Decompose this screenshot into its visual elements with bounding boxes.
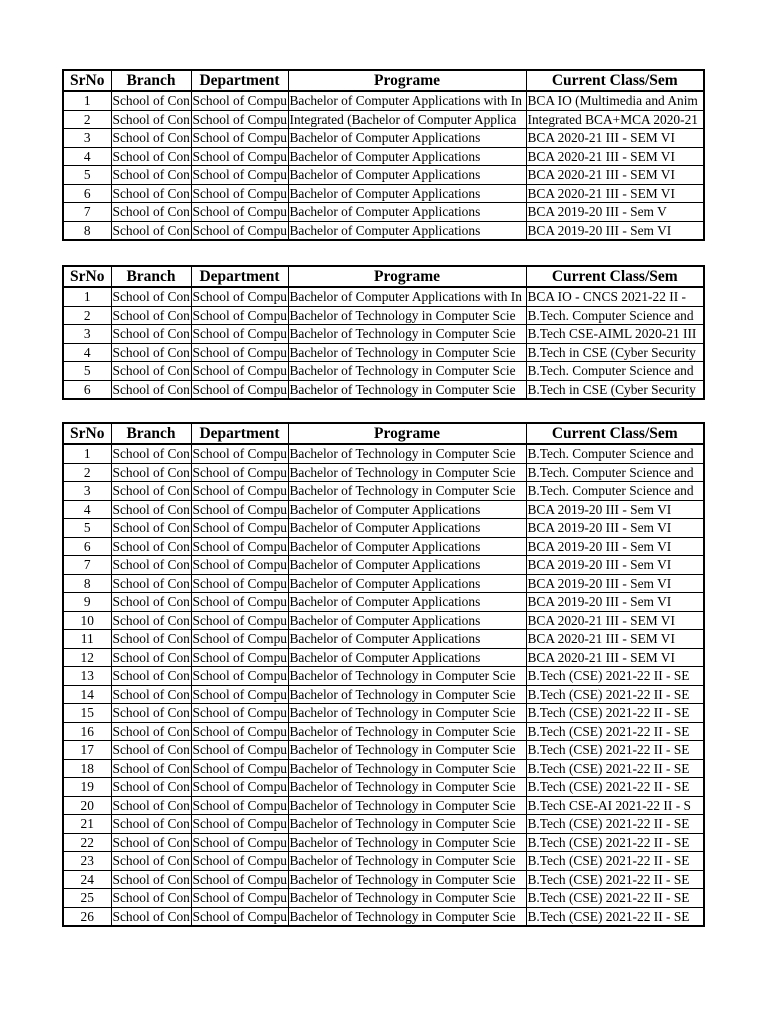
table-row — [63, 203, 704, 222]
table-row — [63, 741, 704, 760]
cell-programe: Bachelor of Technology in Computer Scie — [288, 482, 526, 501]
cell-branch: School of Con — [112, 871, 190, 887]
cell-current-class: B.Tech (CSE) 2021-22 II - SE — [526, 889, 704, 908]
cell-srno: 5 — [63, 519, 111, 538]
cell-programe: Bachelor of Computer Applications — [288, 574, 526, 593]
cell-srno: 12 — [63, 648, 111, 667]
cell-srno: 4 — [63, 500, 111, 519]
table-row — [63, 306, 704, 325]
cell-branch: School of Con — [112, 446, 190, 461]
cell-programe: Bachelor of Technology in Computer Scie — [288, 870, 526, 889]
cell-department: School of Compu — [192, 575, 287, 591]
header-department: Department — [191, 266, 288, 287]
header-row — [63, 70, 704, 91]
cell-department: School of Compu — [192, 612, 287, 628]
table-row — [63, 907, 704, 926]
table-row — [63, 852, 704, 871]
table-row — [63, 574, 704, 593]
cell-branch: School of Con — [112, 307, 190, 323]
cell-branch: School of Con — [112, 130, 190, 145]
cell-srno: 8 — [63, 574, 111, 593]
cell-branch: School of Con — [112, 557, 190, 572]
cell-branch: School of Con — [112, 501, 190, 517]
cell-branch: School of Con — [112, 686, 190, 702]
table-2 — [62, 265, 705, 400]
cell-department: School of Compu — [192, 797, 287, 813]
cell-branch: School of Con — [112, 890, 190, 905]
table-row — [63, 667, 704, 686]
cell-programe: Bachelor of Computer Applications with In — [288, 91, 526, 110]
cell-branch: School of Con — [112, 705, 190, 720]
cell-department: School of Compu — [192, 557, 287, 572]
cell-srno: 23 — [63, 852, 111, 871]
cell-department: School of Compu — [192, 538, 287, 554]
cell-srno: 17 — [63, 741, 111, 760]
cell-branch: School of Con — [112, 594, 190, 609]
table-row — [63, 287, 704, 306]
cell-srno: 2 — [63, 463, 111, 482]
cell-current-class: BCA 2019-20 III - Sem V — [526, 203, 704, 222]
cell-programe: Bachelor of Technology in Computer Scie — [288, 833, 526, 852]
table-row — [63, 630, 704, 649]
cell-srno: 15 — [63, 704, 111, 723]
cell-programe: Bachelor of Technology in Computer Scie — [288, 463, 526, 482]
cell-current-class: B.Tech. Computer Science and — [526, 482, 704, 501]
cell-programe: Bachelor of Technology in Computer Scie — [288, 778, 526, 797]
cell-department: School of Compu — [192, 167, 287, 182]
cell-srno: 3 — [63, 482, 111, 501]
cell-current-class: B.Tech (CSE) 2021-22 II - SE — [526, 741, 704, 760]
header-srno: SrNo — [63, 70, 111, 91]
cell-current-class: B.Tech (CSE) 2021-22 II - SE — [526, 852, 704, 871]
cell-department: School of Compu — [192, 148, 287, 164]
cell-srno: 1 — [63, 91, 111, 110]
header-branch: Branch — [111, 266, 191, 287]
cell-branch: School of Con — [112, 204, 190, 219]
cell-programe: Bachelor of Technology in Computer Scie — [288, 667, 526, 686]
table-row — [63, 221, 704, 240]
cell-srno: 5 — [63, 362, 111, 381]
cell-programe: Bachelor of Computer Applications — [288, 648, 526, 667]
table-row — [63, 704, 704, 723]
cell-programe: Bachelor of Computer Applications — [288, 537, 526, 556]
table-row — [63, 325, 704, 344]
cell-programe: Bachelor of Computer Applications — [288, 184, 526, 203]
cell-current-class: BCA 2020-21 III - SEM VI — [526, 648, 704, 667]
table-row — [63, 778, 704, 797]
cell-current-class: B.Tech (CSE) 2021-22 II - SE — [526, 704, 704, 723]
cell-srno: 1 — [63, 287, 111, 306]
table-row — [63, 380, 704, 399]
cell-srno: 13 — [63, 667, 111, 686]
cell-branch: School of Con — [111, 221, 191, 240]
cell-srno: 19 — [63, 778, 111, 797]
table-row — [63, 147, 704, 166]
cell-programe: Bachelor of Technology in Computer Scie — [288, 741, 526, 760]
table-row — [63, 91, 704, 110]
cell-current-class: BCA 2019-20 III - Sem VI — [526, 500, 704, 519]
table-row — [63, 648, 704, 667]
cell-branch: School of Con — [112, 93, 190, 108]
table-row — [63, 537, 704, 556]
cell-current-class: BCA 2019-20 III - Sem VI — [526, 537, 704, 556]
table-row — [63, 166, 704, 185]
cell-branch: School of Con — [112, 520, 190, 535]
cell-programe: Bachelor of Computer Applications — [288, 147, 526, 166]
cell-current-class: B.Tech (CSE) 2021-22 II - SE — [526, 870, 704, 889]
table-row — [63, 444, 704, 463]
cell-srno: 18 — [63, 759, 111, 778]
cell-srno: 4 — [63, 343, 111, 362]
cell-branch: School of Con — [112, 760, 190, 776]
cell-programe: Bachelor of Computer Applications — [288, 166, 526, 185]
cell-programe: Bachelor of Technology in Computer Scie — [288, 704, 526, 723]
cell-current-class: B.Tech in CSE (Cyber Security — [526, 380, 704, 399]
cell-department: School of Compu — [192, 742, 287, 757]
header-branch: Branch — [111, 423, 191, 444]
cell-current-class: BCA 2020-21 III - SEM VI — [526, 129, 704, 148]
cell-department: School of Compu — [192, 853, 287, 868]
table-row — [63, 833, 704, 852]
table-body — [63, 444, 704, 926]
cell-current-class: B.Tech (CSE) 2021-22 II - SE — [526, 667, 704, 686]
cell-department: School of Compu — [192, 760, 287, 776]
cell-srno: 16 — [63, 722, 111, 741]
cell-programe: Bachelor of Computer Applications — [288, 611, 526, 630]
cell-department: School of Compu — [192, 631, 287, 646]
cell-current-class: BCA 2019-20 III - Sem VI — [526, 574, 704, 593]
cell-branch: School of Con — [112, 148, 190, 164]
table-1 — [62, 69, 705, 241]
cell-current-class: B.Tech in CSE (Cyber Security — [526, 343, 704, 362]
header-current-class: Current Class/Sem — [526, 70, 704, 91]
cell-branch: School of Con — [112, 631, 190, 646]
cell-department: School of Compu — [191, 907, 288, 926]
cell-srno: 24 — [63, 870, 111, 889]
cell-srno: 8 — [63, 221, 111, 240]
table-row — [63, 362, 704, 381]
cell-branch: School of Con — [112, 344, 190, 360]
cell-srno: 14 — [63, 685, 111, 704]
cell-branch: School of Con — [112, 575, 190, 591]
cell-department: School of Compu — [192, 111, 287, 127]
cell-branch: School of Con — [112, 185, 190, 201]
cell-branch: School of Con — [112, 742, 190, 757]
header-programe: Programe — [288, 70, 526, 91]
cell-department: School of Compu — [192, 890, 287, 905]
cell-branch: School of Con — [112, 111, 190, 127]
cell-branch: School of Con — [112, 649, 190, 665]
cell-department: School of Compu — [191, 380, 288, 399]
cell-srno: 2 — [63, 110, 111, 129]
cell-branch: School of Con — [112, 612, 190, 628]
cell-current-class: BCA 2020-21 III - SEM VI — [526, 184, 704, 203]
cell-department: School of Compu — [192, 779, 287, 794]
table-row — [63, 184, 704, 203]
table-row — [63, 722, 704, 741]
cell-srno: 6 — [63, 537, 111, 556]
cell-srno: 22 — [63, 833, 111, 852]
cell-current-class: BCA 2019-20 III - Sem VI — [526, 593, 704, 612]
cell-branch: School of Con — [112, 538, 190, 554]
cell-programe: Bachelor of Technology in Computer Scie — [288, 306, 526, 325]
table-row — [63, 685, 704, 704]
cell-department: School of Compu — [192, 686, 287, 702]
cell-department: School of Compu — [191, 221, 288, 240]
cell-current-class: B.Tech (CSE) 2021-22 II - SE — [526, 759, 704, 778]
cell-department: School of Compu — [192, 185, 287, 201]
cell-department: School of Compu — [192, 363, 287, 378]
cell-current-class: BCA IO - CNCS 2021-22 II - — [526, 287, 704, 306]
cell-branch: School of Con — [112, 723, 190, 739]
cell-department: School of Compu — [192, 93, 287, 108]
cell-current-class: BCA 2019-20 III - Sem VI — [526, 221, 704, 240]
cell-branch: School of Con — [112, 816, 190, 831]
header-srno: SrNo — [63, 266, 111, 287]
cell-branch: School of Con — [112, 363, 190, 378]
cell-programe: Bachelor of Technology in Computer Scie — [288, 796, 526, 815]
cell-branch: School of Con — [112, 797, 190, 813]
cell-department: School of Compu — [192, 130, 287, 145]
cell-branch: School of Con — [111, 907, 191, 926]
cell-programe: Bachelor of Technology in Computer Scie — [288, 722, 526, 741]
cell-srno: 1 — [63, 444, 111, 463]
cell-programe: Bachelor of Technology in Computer Scie — [288, 362, 526, 381]
cell-department: School of Compu — [192, 289, 287, 304]
cell-branch: School of Con — [112, 167, 190, 182]
header-row — [63, 266, 704, 287]
table-row — [63, 500, 704, 519]
cell-department: School of Compu — [192, 705, 287, 720]
cell-branch: School of Con — [112, 483, 190, 498]
header-row — [63, 423, 704, 444]
table-row — [63, 110, 704, 129]
cell-programe: Bachelor of Technology in Computer Scie — [288, 889, 526, 908]
cell-department: School of Compu — [192, 668, 287, 683]
cell-department: School of Compu — [192, 501, 287, 517]
cell-srno: 21 — [63, 815, 111, 834]
cell-current-class: B.Tech. Computer Science and — [526, 444, 704, 463]
cell-department: School of Compu — [192, 723, 287, 739]
table-row — [63, 519, 704, 538]
cell-srno: 6 — [63, 380, 111, 399]
cell-current-class: BCA IO (Multimedia and Anim — [526, 91, 704, 110]
cell-programe: Bachelor of Computer Applications with In — [288, 287, 526, 306]
cell-programe: Bachelor of Technology in Computer Scie — [288, 685, 526, 704]
cell-department: School of Compu — [192, 816, 287, 831]
cell-programe: Bachelor of Technology in Computer Scie — [288, 815, 526, 834]
cell-current-class: B.Tech (CSE) 2021-22 II - SE — [526, 815, 704, 834]
cell-srno: 9 — [63, 593, 111, 612]
header-srno: SrNo — [63, 423, 111, 444]
cell-programe: Bachelor of Technology in Computer Scie — [288, 380, 526, 399]
cell-department: School of Compu — [192, 307, 287, 323]
cell-branch: School of Con — [112, 668, 190, 683]
cell-department: School of Compu — [192, 464, 287, 480]
cell-current-class: B.Tech (CSE) 2021-22 II - SE — [526, 778, 704, 797]
table-body — [63, 287, 704, 399]
cell-department: School of Compu — [192, 871, 287, 887]
cell-branch: School of Con — [112, 779, 190, 794]
table-body — [63, 91, 704, 240]
cell-current-class: BCA 2020-21 III - SEM VI — [526, 147, 704, 166]
table-row — [63, 759, 704, 778]
cell-programe: Bachelor of Computer Applications — [288, 221, 526, 240]
cell-srno: 20 — [63, 796, 111, 815]
table-row — [63, 343, 704, 362]
cell-branch: School of Con — [112, 326, 190, 341]
cell-current-class: B.Tech (CSE) 2021-22 II - SE — [526, 722, 704, 741]
cell-current-class: Integrated BCA+MCA 2020-21 — [526, 110, 704, 129]
header-current-class: Current Class/Sem — [526, 423, 704, 444]
cell-current-class: BCA 2020-21 III - SEM VI — [526, 630, 704, 649]
header-current-class: Current Class/Sem — [526, 266, 704, 287]
table-row — [63, 611, 704, 630]
cell-programe: Bachelor of Computer Applications — [288, 556, 526, 575]
cell-programe: Bachelor of Technology in Computer Scie — [288, 907, 526, 926]
cell-current-class: BCA 2019-20 III - Sem VI — [526, 556, 704, 575]
cell-branch: School of Con — [112, 834, 190, 850]
cell-srno: 6 — [63, 184, 111, 203]
cell-branch: School of Con — [112, 853, 190, 868]
table-row — [63, 889, 704, 908]
cell-srno: 7 — [63, 203, 111, 222]
cell-department: School of Compu — [192, 344, 287, 360]
cell-current-class: B.Tech CSE-AIML 2020-21 III — [526, 325, 704, 344]
cell-srno: 10 — [63, 611, 111, 630]
cell-programe: Bachelor of Computer Applications — [288, 129, 526, 148]
table-row — [63, 482, 704, 501]
cell-programe: Bachelor of Computer Applications — [288, 500, 526, 519]
cell-srno: 4 — [63, 147, 111, 166]
cell-department: School of Compu — [192, 446, 287, 461]
cell-department: School of Compu — [192, 594, 287, 609]
cell-programe: Bachelor of Technology in Computer Scie — [288, 759, 526, 778]
cell-srno: 7 — [63, 556, 111, 575]
cell-srno: 5 — [63, 166, 111, 185]
cell-programe: Bachelor of Computer Applications — [288, 630, 526, 649]
cell-current-class: B.Tech CSE-AI 2021-22 II - S — [526, 796, 704, 815]
table-row — [63, 870, 704, 889]
table-row — [63, 129, 704, 148]
cell-department: School of Compu — [192, 520, 287, 535]
table-row — [63, 796, 704, 815]
cell-current-class: BCA 2019-20 III - Sem VI — [526, 519, 704, 538]
header-department: Department — [191, 423, 288, 444]
cell-srno: 3 — [63, 325, 111, 344]
cell-department: School of Compu — [192, 834, 287, 850]
header-programe: Programe — [288, 423, 526, 444]
table-row — [63, 815, 704, 834]
cell-branch: School of Con — [112, 464, 190, 480]
cell-current-class: BCA 2020-21 III - SEM VI — [526, 611, 704, 630]
cell-current-class: B.Tech. Computer Science and — [526, 306, 704, 325]
cell-department: School of Compu — [192, 483, 287, 498]
header-programe: Programe — [288, 266, 526, 287]
table-row — [63, 556, 704, 575]
table-row — [63, 463, 704, 482]
cell-current-class: B.Tech (CSE) 2021-22 II - SE — [526, 907, 704, 926]
cell-programe: Bachelor of Computer Applications — [288, 519, 526, 538]
cell-current-class: B.Tech (CSE) 2021-22 II - SE — [526, 685, 704, 704]
cell-current-class: B.Tech. Computer Science and — [526, 362, 704, 381]
cell-branch: School of Con — [111, 380, 191, 399]
table-3 — [62, 422, 705, 927]
table-row — [63, 593, 704, 612]
cell-programe: Bachelor of Technology in Computer Scie — [288, 444, 526, 463]
cell-srno: 25 — [63, 889, 111, 908]
cell-srno: 2 — [63, 306, 111, 325]
cell-programe: Integrated (Bachelor of Computer Applica — [288, 110, 526, 129]
cell-department: School of Compu — [192, 204, 287, 219]
cell-srno: 3 — [63, 129, 111, 148]
cell-department: School of Compu — [192, 649, 287, 665]
cell-current-class: B.Tech. Computer Science and — [526, 463, 704, 482]
cell-current-class: BCA 2020-21 III - SEM VI — [526, 166, 704, 185]
cell-srno: 26 — [63, 907, 111, 926]
cell-programe: Bachelor of Technology in Computer Scie — [288, 852, 526, 871]
cell-current-class: B.Tech (CSE) 2021-22 II - SE — [526, 833, 704, 852]
cell-programe: Bachelor of Technology in Computer Scie — [288, 343, 526, 362]
cell-programe: Bachelor of Computer Applications — [288, 203, 526, 222]
header-department: Department — [191, 70, 288, 91]
cell-branch: School of Con — [112, 289, 190, 304]
cell-department: School of Compu — [192, 326, 287, 341]
cell-programe: Bachelor of Technology in Computer Scie — [288, 325, 526, 344]
cell-programe: Bachelor of Computer Applications — [288, 593, 526, 612]
cell-srno: 11 — [63, 630, 111, 649]
header-branch: Branch — [111, 70, 191, 91]
